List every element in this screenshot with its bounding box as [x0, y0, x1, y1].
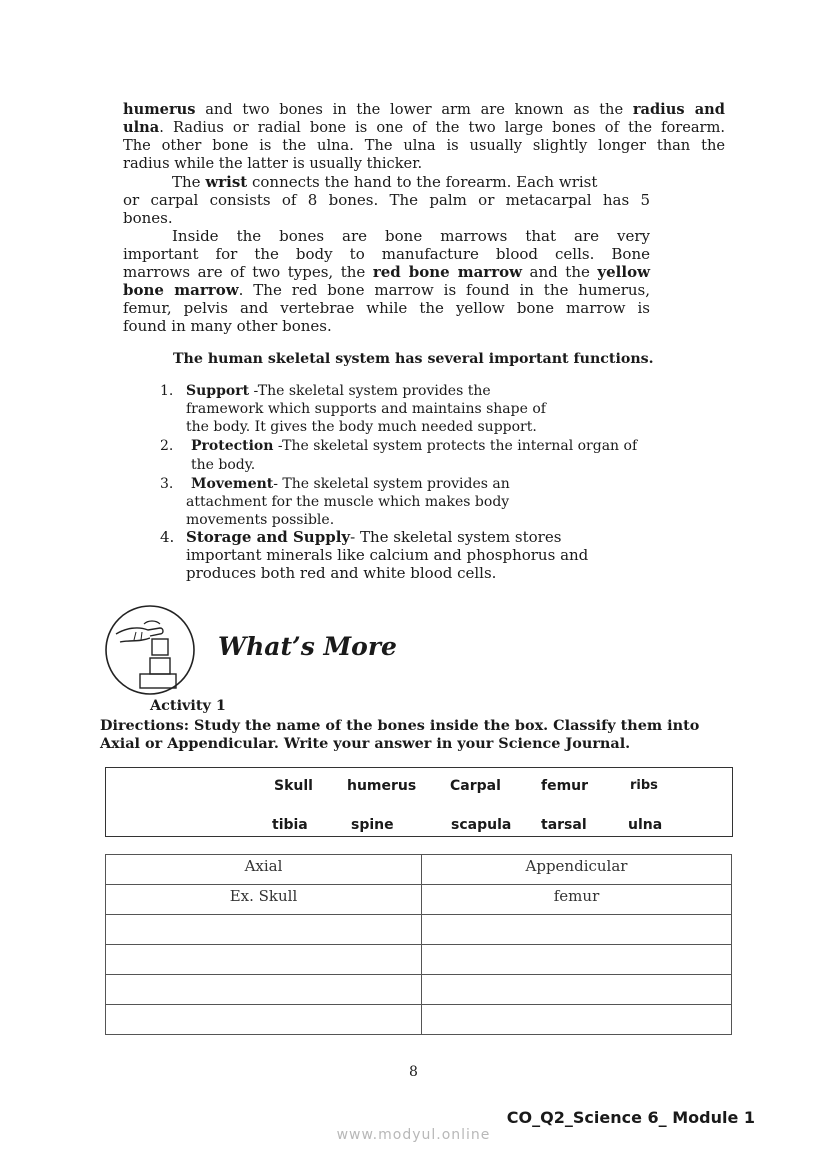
bone-name: ribs	[630, 778, 658, 793]
table-row	[106, 975, 732, 1005]
list-item-body: Storage and Supply- The skeletal system stores	[186, 528, 562, 546]
table-cell: Ex. Skull	[106, 885, 422, 915]
section-title: What’s More	[218, 632, 397, 661]
table-header-appendicular: Appendicular	[422, 855, 732, 885]
list-item-line: framework which supports and maintains shape of	[186, 401, 546, 417]
text-line: ulna. Radius or radial bone is one of the two large bones of the forearm.	[123, 119, 725, 136]
watermark: www.modyul.online	[336, 1127, 491, 1143]
list-item-body: Support -The skeletal system provides the	[186, 383, 491, 399]
table-row	[106, 885, 732, 915]
paragraph-bone-marrow	[123, 227, 650, 335]
bone-name: humerus	[347, 778, 417, 794]
table-cell[interactable]	[106, 975, 422, 1005]
text-line: The other bone is the ulna. The ulna is usually slightly longer than the	[123, 137, 725, 154]
table-header-row	[106, 855, 732, 885]
paragraph-arm-bones	[123, 101, 725, 173]
table-cell[interactable]	[422, 975, 732, 1005]
table-cell[interactable]	[422, 945, 732, 975]
bone-name: Skull	[274, 778, 313, 794]
text-line: found in many other bones.	[123, 317, 332, 335]
text-line: femur, pelvis and vertebrae while the yellow bone marrow is	[123, 299, 650, 317]
table-cell[interactable]	[106, 1005, 422, 1035]
list-item-line: the body. It gives the body much needed support.	[186, 419, 537, 435]
text-line: Inside the bones are bone marrows that are very	[172, 227, 650, 245]
text-line: bone marrow. The red bone marrow is found in the humerus,	[123, 281, 650, 299]
list-item-line: important minerals like calcium and phosphorus and	[186, 546, 589, 564]
answer-table	[105, 854, 732, 1035]
table-cell[interactable]	[422, 1005, 732, 1035]
table-cell[interactable]	[106, 945, 422, 975]
list-number: 2.	[160, 438, 174, 454]
list-item-line: produces both red and white blood cells.	[186, 564, 497, 582]
page-number: 8	[409, 1064, 418, 1080]
bone-name: tarsal	[541, 817, 587, 833]
text-line: marrows are of two types, the red bone marrow and the yellow	[123, 263, 650, 281]
bone-name: scapula	[451, 817, 512, 833]
table-row	[106, 1005, 732, 1035]
activity-title: Activity 1	[150, 697, 226, 714]
text-line: important for the body to manufacture blood cells. Bone	[123, 245, 650, 263]
bone-names-box	[105, 767, 733, 837]
list-item-body: Movement- The skeletal system provides an	[191, 476, 510, 492]
directions-line: Directions: Study the name of the bones inside the box. Classify them into	[100, 717, 700, 734]
bone-name: Carpal	[450, 778, 501, 794]
list-number: 4.	[160, 528, 175, 546]
table-cell[interactable]	[422, 915, 732, 945]
table-row	[106, 915, 732, 945]
footer-module-code: CO_Q2_Science 6_ Module 1	[506, 1108, 755, 1127]
text-line: or carpal consists of 8 bones. The palm or metacarpal has 5	[123, 191, 650, 209]
paragraph-wrist	[123, 173, 650, 227]
text-line: The wrist connects the hand to the forearm. Each wrist	[172, 173, 598, 191]
list-number: 1.	[160, 383, 174, 399]
directions-line: Axial or Appendicular. Write your answer in your Science Journal.	[100, 735, 631, 752]
list-number: 3.	[160, 476, 174, 492]
text-line: humerus and two bones in the lower arm are known as the radius and	[123, 101, 725, 118]
hand-blocks-icon	[104, 604, 196, 696]
table-header-axial: Axial	[106, 855, 422, 885]
text-line: radius while the latter is usually thicker.	[123, 155, 423, 172]
directions	[100, 717, 740, 753]
bone-name: tibia	[272, 817, 308, 833]
functions-heading: The human skeletal system has several important functions.	[173, 351, 654, 367]
bone-name: ulna	[628, 817, 663, 833]
list-item-line: attachment for the muscle which makes body	[186, 494, 510, 510]
table-row	[106, 945, 732, 975]
bone-name: femur	[541, 778, 589, 794]
list-item-body: Protection -The skeletal system protects the internal organ of	[191, 438, 638, 454]
text-line: bones.	[123, 209, 173, 227]
list-item-line: movements possible.	[186, 512, 335, 528]
table-cell[interactable]	[106, 915, 422, 945]
table-cell: femur	[422, 885, 732, 915]
bone-name: spine	[351, 817, 394, 833]
list-item-line: the body.	[191, 457, 256, 473]
